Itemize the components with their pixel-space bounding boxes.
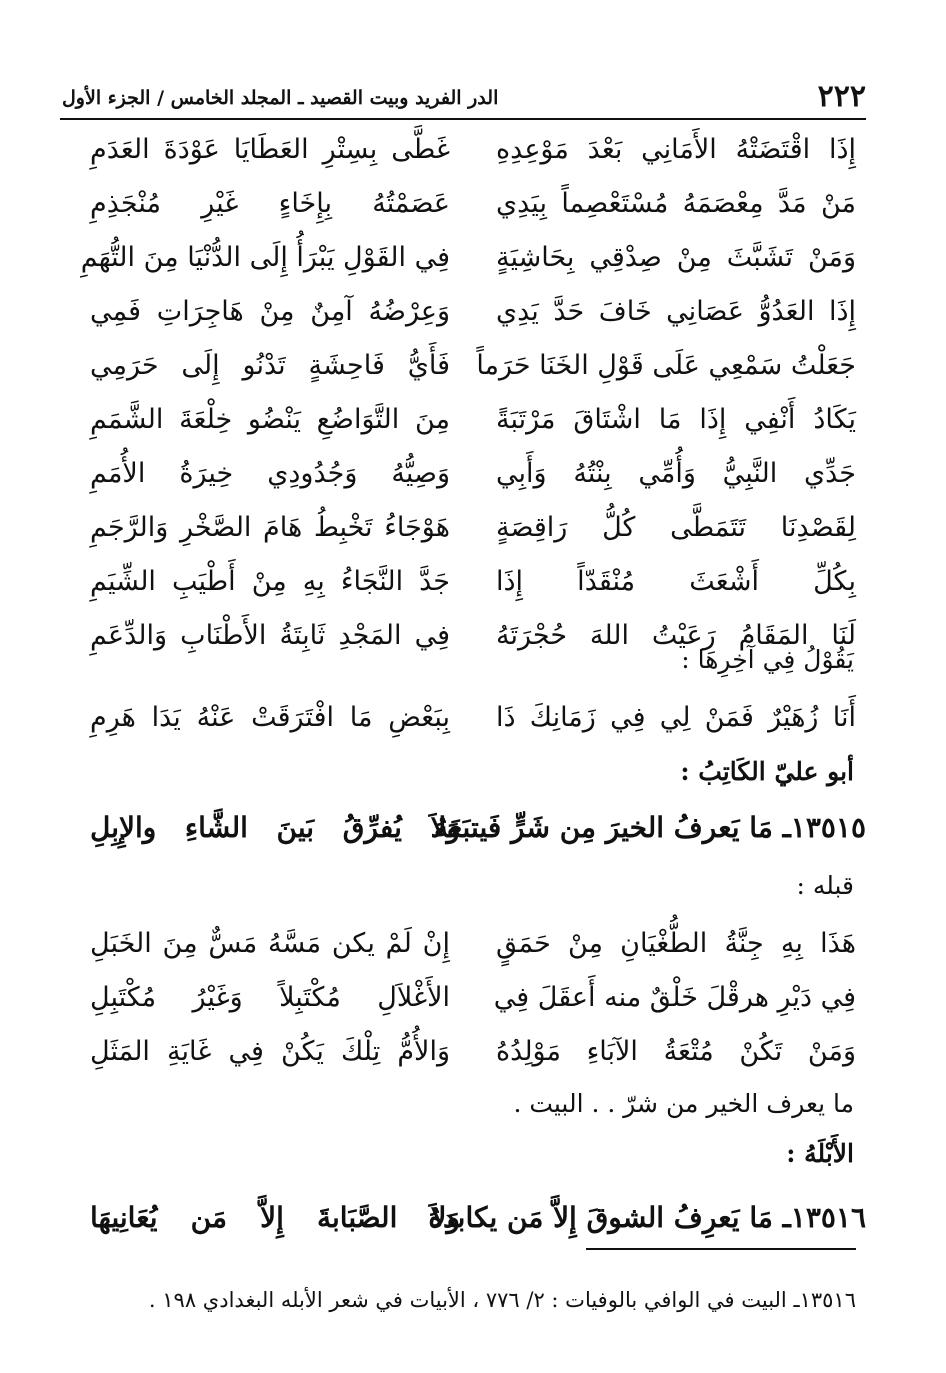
first-hemistich: جَدِّي النَّبِيُّ وَأُمِّي بِنْتُهُ وَأَبِي bbox=[496, 457, 856, 489]
second-hemistich: فَأَيُّ فَاحِشَةٍ تَدْنُو إِلَى حَرَمِي bbox=[90, 349, 450, 381]
closing-line: ما يعرف الخير من شرّ . . البيت . bbox=[513, 1088, 854, 1118]
page-header bbox=[62, 52, 866, 112]
footnote: ١٣٥١٦ـ البيت في الوافي بالوفيات : ٢/ ٧٧٦ ، الأبيات في شعر الأبله البغدادي ١٩٨ . bbox=[148, 1288, 856, 1312]
numbered-entry bbox=[90, 1190, 866, 1244]
first-hemistich: إِذَا اقْتَضَتْهُ الأَمَانِي بَعْدَ مَوْعِدِهِ bbox=[496, 133, 856, 165]
numbered-entry bbox=[90, 800, 866, 854]
verse-line bbox=[90, 500, 856, 554]
second-hemistich: غَطَّى بِسِتْرِ العَطَايَا عَوْدَةَ العَدَمِ bbox=[90, 133, 450, 165]
second-hemistich: مِنَ التَّوَاضُعِ يَنْضُو خِلْعَةَ الشَّمَمِ bbox=[90, 403, 450, 435]
second-hemistich: وَلاَ الصَّبَابةَ إِلاَّ مَن يُعَانِيهَا bbox=[90, 1200, 460, 1234]
final-verse bbox=[90, 690, 856, 744]
verse-line bbox=[90, 970, 856, 1024]
verse-line bbox=[90, 176, 856, 230]
poet-name: الأَبْلَهُ : bbox=[786, 1138, 854, 1168]
first-hemistich: إِذَا العَدُوُّ عَصَانِي خَافَ حَدَّ يَدِي bbox=[496, 295, 856, 327]
first-hemistich: بِكُلِّ أَشْعَثَ مُنْقَدّاً إِذَا bbox=[496, 565, 856, 597]
second-hemistich: جَدَّ النَّجَاءُ بِهِ مِنْ أَطْيَبِ الشِّيَمِ bbox=[90, 565, 450, 597]
running-title: الدر الفريد وبيت القصيد ـ المجلد الخامس / الجزء الأول bbox=[62, 87, 499, 109]
second-hemistich: هَوْجَاءُ تَخْبِطُ هَامَ الصَّخْرِ وَالرَّجَمِ bbox=[90, 511, 450, 543]
second-hemistich: وَعِرْضُهُ آمِنٌ مِنْ هَاجِرَاتِ فَمِي bbox=[90, 295, 450, 327]
second-hemistich: فِي المَجْدِ ثَابِتَةُ الأَطْنَابِ وَالدِّعَمِ bbox=[90, 619, 450, 651]
verse-line bbox=[90, 338, 856, 392]
second-hemistich: عَصَمْتُهُ بِإِخَاءٍ غَيْرِ مُنْجَذِمِ bbox=[90, 187, 450, 219]
verse-line bbox=[90, 284, 856, 338]
second-hemistich: الأَغْلاَلِ مُكْتَبِلاً وَغَيْرُ مُكْتَبِلِ bbox=[90, 981, 450, 1013]
verse-line bbox=[90, 1024, 856, 1078]
first-hemistich: لَنَا المَقَامُ رَعَيْتُ اللهَ حُجْرَتَهُ bbox=[496, 619, 856, 651]
first-hemistich: أَنَا زُهَيْرٌ فَمَنْ لِي فِي زَمَانِكَ ذَا bbox=[496, 701, 856, 733]
first-hemistich: فِي دَيْرِ هرقْلَ خَلْقٌ منه أَعقَلَ فِي bbox=[493, 981, 856, 1013]
verse-line bbox=[90, 554, 856, 608]
intro-line: يَقُوْلُ فِي آخِرِهَا : bbox=[681, 644, 854, 674]
header-divider bbox=[60, 118, 866, 120]
first-hemistich bbox=[434, 810, 866, 844]
verse-line bbox=[90, 916, 856, 970]
entry-number: ١٣٥١٦ـ bbox=[782, 1200, 866, 1234]
poet-name: أبو عليّ الكَاتِبُ : bbox=[680, 756, 854, 786]
second-hemistich: إِنْ لَمْ يكن مَسَّهُ مَسٌّ مِنَ الخَبَلِ bbox=[90, 927, 450, 959]
first-hemistich: لِقَصْدِنَا تَتَمَطَّى كُلُّ رَاقِصَةٍ bbox=[496, 511, 856, 543]
second-hemistich: وَلاَ يُفرِّقُ بَينَ الشَّاءِ والإِبِلِ bbox=[90, 810, 460, 844]
second-hemistich: فِي القَوْلِ يَبْرَأُ إِلَى الدُّنْيَا مِنَ التُّهَمِ bbox=[80, 241, 450, 273]
verse-line bbox=[90, 392, 856, 446]
first-hemistich: مَنْ مَدَّ مِعْصَمَهُ مُسْتَعْصِماً بِيَدِي bbox=[496, 187, 856, 219]
footnote-divider bbox=[586, 1248, 856, 1250]
entry-first-text: مَا يَعرفُ الخيرَ مِن شَرٍّ فَيتبَعَهُ bbox=[434, 810, 773, 844]
first-hemistich: جَعَلْتُ سَمْعِي عَلَى قَوْلِ الخَنَا حَرَماً bbox=[476, 349, 856, 381]
page-number: ٢٢٢ bbox=[817, 79, 866, 114]
before-label: قبله : bbox=[796, 870, 854, 900]
first-hemistich: يَكَادُ أَنْفِي إِذَا مَا اشْتَاقَ مَرْتَبَةً bbox=[496, 403, 856, 435]
second-hemistich: بِبَعْضِ مَا افْتَرَقَتْ عَنْهُ يَدَا هَرِمِ bbox=[90, 701, 450, 733]
first-hemistich: وَمَنْ تَشَبَّثَ مِنْ صِدْقِي بِحَاشِيَةٍ bbox=[496, 241, 856, 273]
first-hemistich: هَذَا بِهِ جِنَّةُ الطُّغْيَانِ مِنْ حَمَقٍ bbox=[496, 927, 856, 959]
first-hemistich: وَمَنْ تَكُنْ مُتْعَةُ الآبَاءِ مَوْلِدُهُ bbox=[496, 1035, 856, 1067]
entry-number: ١٣٥١٥ـ bbox=[782, 810, 866, 844]
first-hemistich bbox=[428, 1200, 866, 1234]
second-hemistich: وَصِيُّهُ وَجُدُودِي خِيرَةُ الأُمَمِ bbox=[90, 457, 450, 489]
second-hemistich: وَالأُمُّ تِلْكَ يَكُنْ فِي غَايَةِ المَثَلِ bbox=[90, 1035, 450, 1067]
entry-first-text: مَا يَعرِفُ الشوقَ إِلاَّ مَن يكابدهُ bbox=[428, 1200, 773, 1234]
verse-line bbox=[90, 446, 856, 500]
verse-line bbox=[90, 122, 856, 176]
verse-line bbox=[80, 230, 856, 284]
